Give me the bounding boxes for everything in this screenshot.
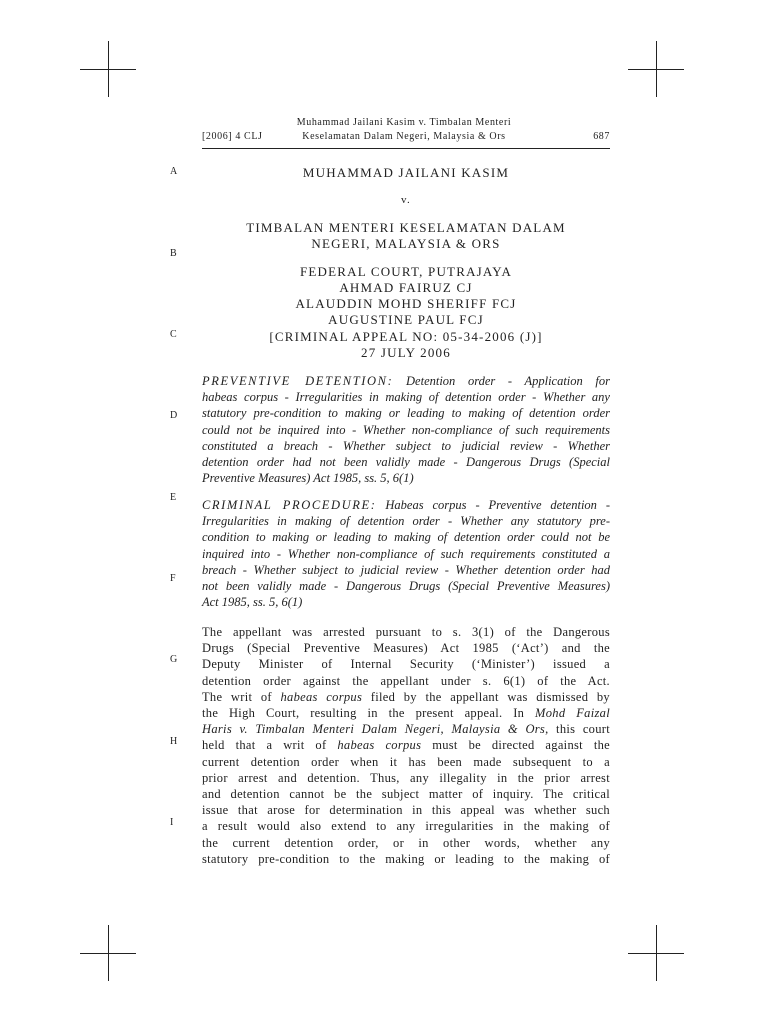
body-italic-span: habeas corpus <box>280 689 363 704</box>
page-number: 687 <box>593 131 610 142</box>
respondent-line-2: NEGERI, MALAYSIA & ORS <box>311 236 501 251</box>
catchword-heading: CRIMINAL PROCEDURE: <box>202 498 377 512</box>
body-line: a result would also extend to any irregularities in the making of <box>202 819 610 834</box>
body-line: prior arrest and detention. Thus, any illegality in the prior arrest <box>202 770 610 785</box>
catchword-line: breach - Whether subject to judicial review - Whether detention order had <box>202 562 610 577</box>
margin-letter: E <box>170 492 177 503</box>
headnote-paragraph <box>202 624 610 867</box>
body-italic-span: Mohd Faizal <box>535 706 610 721</box>
margin-letter: F <box>170 573 176 584</box>
catchword-line: Preventive Measures) Act 1985, ss. 5, 6(1) <box>202 471 414 486</box>
body-line: current detention order when it has been made subsequent to a <box>202 754 610 769</box>
margin-letter: I <box>170 817 174 828</box>
running-title <box>288 116 520 144</box>
body-text-span: must be directed against the <box>432 738 610 753</box>
body-line: and detention cannot be the subject matter of inquiry. The critical <box>202 787 610 802</box>
appellant-name: MUHAMMAD JAILANI KASIM <box>302 165 510 180</box>
catchword-line: inquired into - Whether non-compliance of such requirements constituted a <box>202 546 610 561</box>
appeal-number: [CRIMINAL APPEAL NO: 05-34-2006 (J)] <box>269 329 543 344</box>
catchword-line: Irregularities in making of detention order - Whether any statutory pre- <box>202 514 610 529</box>
catchwords-criminal-procedure <box>202 497 610 610</box>
header-rule <box>202 148 610 149</box>
judgment-date: 27 JULY 2006 <box>361 345 451 360</box>
body-line: the current detention order, or in other words, whether any <box>202 835 610 850</box>
crop-mark-top-left-v <box>108 41 109 97</box>
body-text-span: held that a writ of <box>202 738 327 753</box>
catchword-line: could not be inquired into - Whether non-compliance of such requirements <box>202 422 610 437</box>
judge-2: ALAUDDIN MOHD SHERIFF FCJ <box>295 296 517 311</box>
body-line <box>202 689 610 705</box>
body-line: The appellant was arrested pursuant to s. 3(1) of the Dangerous <box>202 625 610 639</box>
body-text-span: the High Court, resulting in the present appeal. In <box>202 706 525 721</box>
margin-letter: G <box>170 654 178 665</box>
catchword-line: condition to making or leading to making of detention order could not be <box>202 530 610 545</box>
body-text-span: , this court <box>545 722 611 737</box>
margin-letter: A <box>170 166 178 177</box>
catchword-line: statutory pre-condition to making or leading to making of detention order <box>202 406 610 421</box>
body-line: Drugs (Special Preventive Measures) Act 1985 (‘Act’) and the <box>202 641 610 656</box>
body-line: issue that arose for determination in this appeal was whether such <box>202 803 610 818</box>
judge-1: AHMAD FAIRUZ CJ <box>339 280 473 295</box>
running-title-line-2: Keselamatan Dalam Negeri, Malaysia & Ors <box>302 131 506 142</box>
crop-mark-bottom-right-v <box>656 925 657 981</box>
body-text-span: filed by the appellant was dismissed by <box>370 689 610 704</box>
body-line <box>202 721 610 737</box>
margin-letter: B <box>170 248 177 259</box>
catchword-line: not been validly made - Dangerous Drugs (Special Preventive Measures) <box>202 579 610 594</box>
catchword-line: Habeas corpus - Preventive detention - <box>385 498 611 512</box>
catchwords-preventive-detention <box>202 373 610 486</box>
catchword-line: Detention order - Application for <box>406 374 611 388</box>
catchword-heading: PREVENTIVE DETENTION: <box>202 374 394 388</box>
catchword-line: constituted a breach - Whether subject to judicial review - Whether <box>202 438 610 453</box>
versus: v. <box>401 194 411 206</box>
crop-mark-top-right-v <box>656 41 657 97</box>
running-header <box>202 116 610 146</box>
margin-letter: D <box>170 410 178 421</box>
body-line: detention order against the appellant under s. 6(1) of the Act. <box>202 673 610 688</box>
catchword-line: Act 1985, ss. 5, 6(1) <box>202 595 303 610</box>
body-line <box>202 705 610 721</box>
catchword-line: habeas corpus - Irregularities in making of detention order - Whether any <box>202 390 610 405</box>
respondent-line-1: TIMBALAN MENTERI KESELAMATAN DALAM <box>246 220 566 235</box>
body-italic-span: Haris v. Timbalan Menteri Dalam Negeri, Malaysia & Ors <box>202 722 546 737</box>
margin-letter: H <box>170 736 178 747</box>
crop-mark-bottom-left-v <box>108 925 109 981</box>
report-citation: [2006] 4 CLJ <box>202 131 263 142</box>
body-italic-span: habeas corpus <box>337 738 422 753</box>
running-title-line-1: Muhammad Jailani Kasim v. Timbalan Menteri <box>296 117 512 128</box>
judge-3: AUGUSTINE PAUL FCJ <box>328 312 484 327</box>
body-line <box>202 737 610 753</box>
body-text-span: The writ of <box>202 689 272 704</box>
catchword-line: detention order had not been validly made - Dangerous Drugs (Special <box>202 455 610 470</box>
body-line: Deputy Minister of Internal Security (‘Minister’) issued a <box>202 657 610 672</box>
body-line: statutory pre-condition to the making or leading to the making of <box>202 851 610 866</box>
margin-letter: C <box>170 329 177 340</box>
court-name: FEDERAL COURT, PUTRAJAYA <box>299 264 513 279</box>
